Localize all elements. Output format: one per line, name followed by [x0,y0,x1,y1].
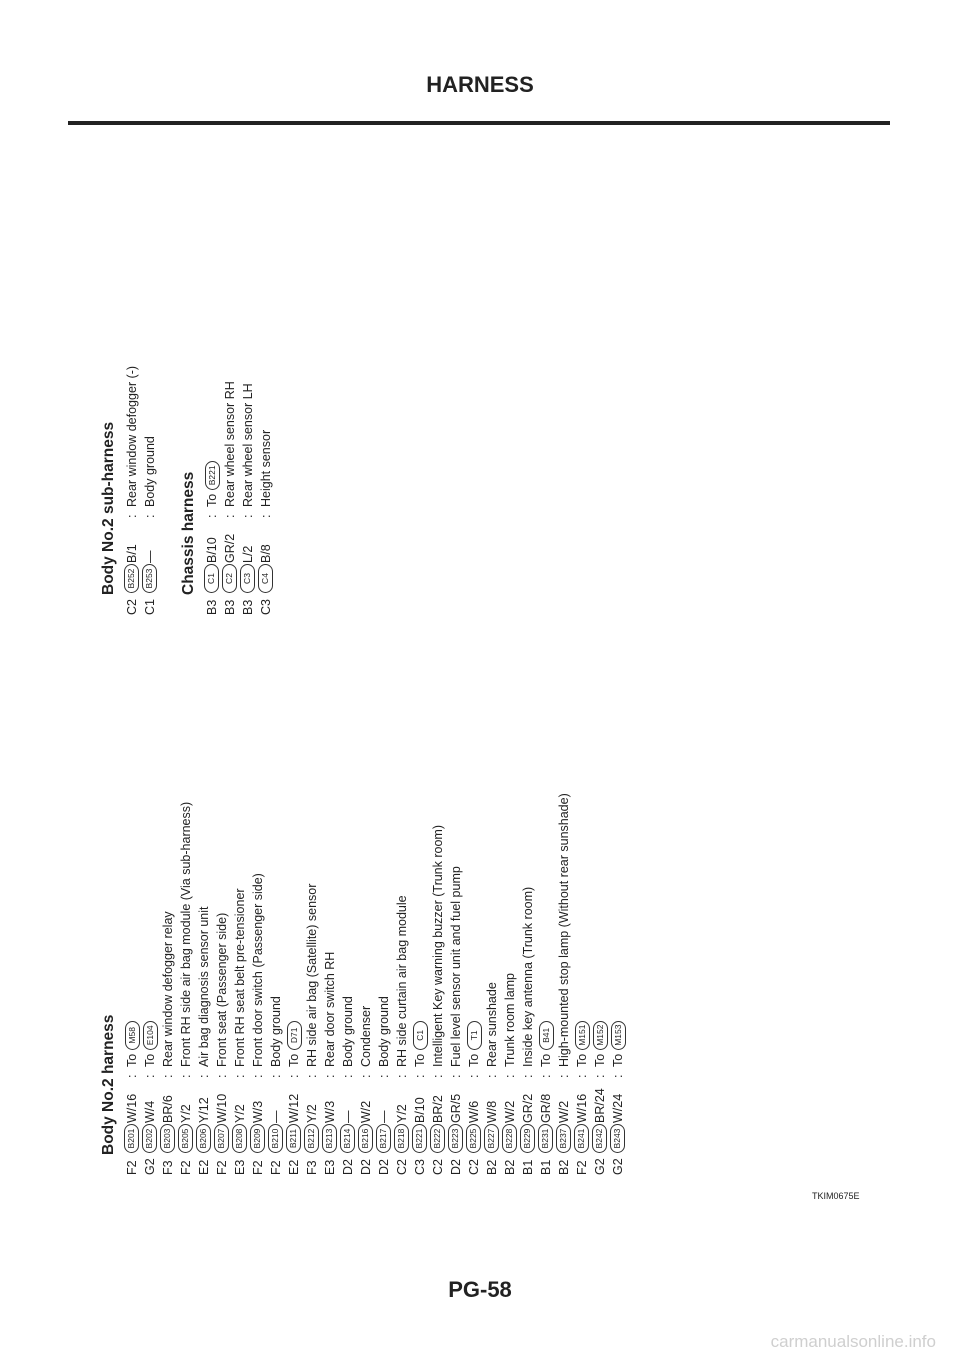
separator: : [197,1074,211,1078]
wire-spec: Y/2 [395,1104,409,1123]
connector-badge [239,564,255,593]
separator: : [251,1074,265,1078]
separator: : [233,1074,247,1078]
to-connector-badge: M151 [575,1021,590,1050]
grid-ref: B3 [205,599,219,615]
separator: : [305,1074,319,1078]
connector-id: B210 [268,1124,283,1153]
description-text: To [205,493,219,507]
separator: : [287,1074,301,1078]
description-text: Rear window defogger relay [161,911,175,1067]
connector-badge [257,564,273,593]
wire-spec: — [377,1110,391,1123]
description-text: RH side air bag (Satellite) sensor [305,883,319,1067]
connector-description [205,461,221,507]
connector-badge [231,1124,247,1153]
separator: : [593,1074,607,1078]
grid-ref: C2 [431,1159,445,1175]
description-text: To [539,1053,553,1067]
connector-id: B221 [412,1124,427,1153]
connector-description [259,430,273,507]
section-title: Chassis harness [180,471,197,595]
connector-id: B206 [196,1124,211,1153]
description-text: Body ground [269,996,283,1067]
connector-description [143,436,157,507]
to-connector-badge: M152 [593,1021,608,1050]
to-connector-badge: C1 [413,1021,428,1050]
connector-id: B202 [142,1124,157,1153]
connector-badge [483,1124,499,1153]
watermark: carmanualsonline.info [770,1332,936,1351]
description-text: Rear wheel sensor LH [241,383,255,507]
page-header-title: HARNESS [426,72,534,97]
grid-ref: B3 [241,599,255,615]
connector-badge [465,1124,481,1153]
to-connector-badge: B221 [205,461,220,490]
description-text: Fuel level sensor unit and fuel pump [449,866,463,1067]
description-text: Inside key antenna (Trunk room) [521,886,535,1067]
separator: : [179,1074,193,1078]
connector-badge [519,1124,535,1153]
grid-ref: F2 [251,1160,265,1175]
connector-id: B209 [250,1124,265,1153]
connector-badge [609,1124,625,1153]
to-connector-badge: E104 [143,1021,158,1050]
description-text: To [143,1053,157,1067]
connector-badge [591,1124,607,1153]
separator: : [223,514,237,518]
connector-badge [429,1124,445,1153]
separator: : [205,514,219,518]
description-text: To [125,1053,139,1067]
description-text: To [467,1053,481,1067]
to-connector-badge: D71 [287,1021,302,1050]
wire-spec: Y/12 [197,1097,211,1123]
wire-spec: W/16 [125,1093,139,1123]
grid-ref: F2 [269,1160,283,1175]
description-text: Height sensor [259,429,273,507]
grid-ref: D2 [359,1159,373,1175]
connector-description [305,884,319,1067]
separator: : [215,1074,229,1078]
wire-spec: B/8 [259,544,273,563]
description-text: Intelligent Key warning buzzer (Trunk room) [431,825,445,1067]
separator: : [143,514,157,518]
connector-badge [213,1124,229,1153]
connector-id: B252 [124,564,139,593]
description-text: Front RH side air bag module (Via sub-harness) [179,801,193,1067]
wire-spec: W/16 [575,1093,589,1123]
connector-id: B242 [592,1124,607,1153]
wire-spec: L/2 [241,545,255,563]
separator: : [449,1074,463,1078]
grid-ref: D2 [449,1159,463,1175]
connector-description [395,895,409,1067]
description-text: To [287,1053,301,1067]
connector-description [593,1021,609,1067]
separator: : [611,1074,625,1078]
separator: : [539,1074,553,1078]
wire-spec: W/4 [143,1100,157,1123]
connector-description [557,793,571,1067]
description-text: Rear sunshade [485,982,499,1067]
connector-description [503,973,517,1067]
connector-description [539,1021,555,1067]
grid-ref: C3 [413,1159,427,1175]
connector-id: B211 [286,1124,301,1153]
connector-badge [555,1124,571,1153]
description-text: Front door switch (Passenger side) [251,873,265,1067]
wire-spec: W/24 [611,1093,625,1123]
connector-id: B216 [358,1124,373,1153]
description-text: Rear door switch RH [323,951,337,1067]
wire-spec: B/1 [125,544,139,563]
wire-spec: Y/2 [233,1104,247,1123]
separator: : [259,514,273,518]
connector-badge [339,1124,355,1153]
connector-description [233,888,247,1067]
connector-badge [141,1124,157,1153]
grid-ref: B2 [485,1159,499,1175]
separator: : [431,1074,445,1078]
connector-description [125,1021,141,1067]
grid-ref: F2 [575,1160,589,1175]
separator: : [557,1074,571,1078]
connector-badge [267,1124,283,1153]
wire-spec: W/8 [485,1100,499,1123]
connector-description [241,383,255,507]
connector-description [161,911,175,1067]
connector-badge [501,1124,517,1153]
description-text: To [611,1053,625,1067]
connector-badge [159,1124,175,1153]
section-title: Body No.2 sub-harness [100,421,117,595]
separator: : [269,1074,283,1078]
connector-description [287,1021,303,1067]
connector-description [251,873,265,1067]
connector-id: B217 [376,1124,391,1153]
description-text: Rear wheel sensor RH [223,381,237,507]
wire-spec: W/2 [557,1100,571,1123]
grid-ref: F2 [179,1160,193,1175]
connector-badge [411,1124,427,1153]
connector-id: B223 [448,1124,463,1153]
wire-spec: Y/2 [179,1104,193,1123]
connector-description [323,952,337,1067]
description-text: Body ground [341,996,355,1067]
to-connector-badge: B41 [539,1021,554,1050]
connector-id: B201 [124,1124,139,1153]
connector-badge [195,1124,211,1153]
grid-ref: C3 [259,599,273,615]
wire-spec: W/3 [251,1100,265,1123]
connector-id: B253 [142,564,157,593]
grid-ref: F2 [215,1160,229,1175]
description-text: Body ground [377,996,391,1067]
connector-description [575,1021,591,1067]
connector-badge [357,1124,373,1153]
connector-badge [447,1124,463,1153]
wire-spec: GR/5 [449,1093,463,1123]
connector-description [413,1021,429,1067]
description-text: Condenser [359,1005,373,1067]
connector-id: B225 [466,1124,481,1153]
separator: : [359,1074,373,1078]
connector-id: C1 [204,564,219,593]
wire-spec: — [143,550,157,563]
connector-badge [123,1124,139,1153]
connector-id: B212 [304,1124,319,1153]
description-text: To [593,1053,607,1067]
description-text: To [575,1053,589,1067]
section-title: Body No.2 harness [100,1014,117,1155]
wire-spec: W/2 [359,1100,373,1123]
description-text: Front RH seat belt pre-tensioner [233,888,247,1067]
separator: : [521,1074,535,1078]
wire-spec: BR/2 [431,1095,445,1123]
connector-badge [321,1124,337,1153]
grid-ref: E3 [233,1159,247,1175]
separator: : [161,1074,175,1078]
wire-spec: B/10 [205,537,219,563]
connector-badge [203,564,219,593]
connector-id: B229 [520,1124,535,1153]
grid-ref: F2 [125,1160,139,1175]
connector-id: B207 [214,1124,229,1153]
grid-ref: E3 [323,1159,337,1175]
separator: : [377,1074,391,1078]
separator: : [395,1074,409,1078]
wire-spec: GR/2 [521,1093,535,1123]
connector-description [125,366,139,507]
grid-ref: B3 [223,599,237,615]
grid-ref: B2 [557,1159,571,1175]
grid-ref: B2 [503,1159,517,1175]
description-text: Body ground [143,436,157,507]
connector-id: B227 [484,1124,499,1153]
rotated-connector-list [100,125,860,1175]
separator: : [125,1074,139,1078]
connector-id: C2 [222,564,237,593]
connector-id: B243 [610,1124,625,1153]
grid-ref: C2 [125,599,139,615]
description-text: Rear window defogger (-) [125,365,139,507]
connector-description [431,825,445,1067]
connector-description [359,1006,373,1067]
connector-id: B208 [232,1124,247,1153]
grid-ref: C1 [143,599,157,615]
wire-spec: W/3 [323,1100,337,1123]
connector-description [449,866,463,1067]
description-text: Front seat (Passenger side) [215,912,229,1067]
wire-spec: W/10 [215,1093,229,1123]
connector-id: B214 [340,1124,355,1153]
connector-id: B222 [430,1124,445,1153]
separator: : [413,1074,427,1078]
grid-ref: C2 [467,1159,481,1175]
connector-badge [375,1124,391,1153]
wire-spec: BR/6 [161,1095,175,1123]
description-text: To [413,1053,427,1067]
connector-id: B228 [502,1124,517,1153]
grid-ref: G2 [593,1158,607,1175]
connector-badge [285,1124,301,1153]
connector-description [223,381,237,507]
connector-description [611,1021,627,1067]
wire-spec: — [269,1110,283,1123]
figure-id: TKIM0675E [812,1191,860,1201]
to-connector-badge: M58 [125,1021,140,1050]
connector-id: B205 [178,1124,193,1153]
connector-description [197,906,211,1067]
connector-description [467,1021,483,1067]
grid-ref: C2 [395,1159,409,1175]
separator: : [485,1074,499,1078]
page-number: PG-58 [448,1277,512,1302]
grid-ref: D2 [377,1159,391,1175]
connector-id: B218 [394,1124,409,1153]
connector-badge [573,1124,589,1153]
connector-description [377,996,391,1067]
separator: : [143,1074,157,1078]
separator: : [503,1074,517,1078]
to-connector-badge: M153 [611,1021,626,1050]
wire-spec: — [341,1110,355,1123]
connector-id: B231 [538,1124,553,1153]
separator: : [467,1074,481,1078]
wire-spec: BR/24 [593,1088,607,1123]
connector-description [485,982,499,1067]
connector-id: C4 [258,564,273,593]
grid-ref: F3 [161,1160,175,1175]
connector-description [143,1021,159,1067]
connector-badge [303,1124,319,1153]
grid-ref: E2 [197,1159,211,1175]
separator: : [341,1074,355,1078]
connector-description [269,996,283,1067]
connector-badge [537,1124,553,1153]
separator: : [241,514,255,518]
wire-spec: Y/2 [305,1104,319,1123]
connector-badge [177,1124,193,1153]
description-text: RH side curtain air bag module [395,895,409,1067]
connector-id: B241 [574,1124,589,1153]
grid-ref: E2 [287,1159,301,1175]
connector-description [521,887,535,1067]
connector-description [179,802,193,1067]
description-text: Trunk room lamp [503,972,517,1067]
wire-spec: W/12 [287,1093,301,1123]
connector-id: B203 [160,1124,175,1153]
grid-ref: G2 [143,1158,157,1175]
separator: : [575,1074,589,1078]
grid-ref: G2 [611,1158,625,1175]
connector-description [215,913,229,1067]
grid-ref: F3 [305,1160,319,1175]
wire-spec: W/2 [503,1100,517,1123]
grid-ref: B1 [521,1159,535,1175]
connector-badge [141,564,157,593]
grid-ref: D2 [341,1159,355,1175]
wire-spec: W/6 [467,1100,481,1123]
grid-ref: B1 [539,1159,553,1175]
separator: : [125,514,139,518]
connector-badge [249,1124,265,1153]
connector-badge [221,564,237,593]
separator: : [323,1074,337,1078]
wire-spec: GR/2 [223,533,237,563]
connector-id: B237 [556,1124,571,1153]
connector-badge [123,564,139,593]
connector-badge [393,1124,409,1153]
to-connector-badge: T1 [467,1021,482,1050]
wire-spec: GR/8 [539,1093,553,1123]
connector-description [341,996,355,1067]
wire-spec: B/10 [413,1097,427,1123]
connector-id: B213 [322,1124,337,1153]
description-text: Air bag diagnosis sensor unit [197,906,211,1067]
description-text: High-mounted stop lamp (Without rear sunshade) [557,793,571,1067]
connector-id: C3 [240,564,255,593]
